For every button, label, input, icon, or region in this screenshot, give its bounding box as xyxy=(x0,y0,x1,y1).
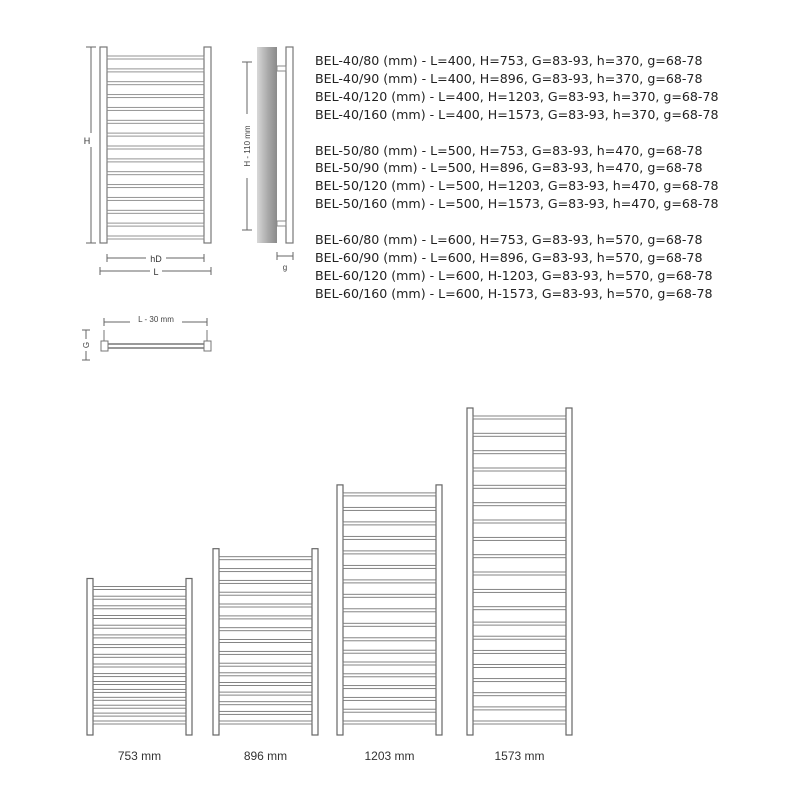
spec-line: BEL-60/120 (mm) - L=600, H-1203, G=83-93, h=570, g=68-78 xyxy=(315,267,713,283)
radiator-rail xyxy=(93,713,186,716)
radiator-rail xyxy=(343,551,436,554)
radiator-rail xyxy=(343,638,436,641)
radiator-rail xyxy=(473,721,566,724)
spec-line: BEL-60/80 (mm) - L=600, H=753, G=83-93, h=570, g=68-78 xyxy=(315,232,703,248)
radiator-rail xyxy=(93,616,186,619)
radiator-1203 xyxy=(337,485,442,763)
radiator-rail xyxy=(343,536,436,539)
radiator-rail xyxy=(473,537,566,540)
radiator-rail xyxy=(473,416,566,419)
front-view-rail xyxy=(107,236,204,239)
spec-line: BEL-50/80 (mm) - L=500, H=753, G=83-93, h=470, g=68-78 xyxy=(315,142,703,158)
radiator-rail xyxy=(93,596,186,599)
spec-line: BEL-50/90 (mm) - L=500, H=896, G=83-93, h=470, g=68-78 xyxy=(315,160,703,176)
radiator-rail xyxy=(219,711,312,714)
radiator-rail xyxy=(343,674,436,677)
radiator-rail xyxy=(219,580,312,583)
front-view-rail xyxy=(107,95,204,98)
radiator-right-post xyxy=(566,408,572,735)
side-view-depth-label: g xyxy=(282,263,288,272)
radiator-rail xyxy=(473,707,566,710)
height-option-label: 1573 mm xyxy=(494,749,545,763)
spec-line: BEL-40/160 (mm) - L=400, H=1573, G=83-93, h=370, g=68-78 xyxy=(315,106,719,122)
radiator-rail xyxy=(343,594,436,597)
radiator-rail xyxy=(473,607,566,610)
radiator-1573 xyxy=(467,408,572,763)
height-option-label: 1203 mm xyxy=(364,749,415,763)
radiator-rail xyxy=(343,609,436,612)
front-view-rail xyxy=(107,172,204,175)
wall-bracket-bottom xyxy=(277,221,286,226)
radiator-753 xyxy=(87,579,192,764)
radiator-rail xyxy=(93,664,186,667)
front-view-rail xyxy=(107,197,204,200)
radiator-rail xyxy=(343,580,436,583)
radiator-rail xyxy=(343,697,436,700)
side-view-post xyxy=(286,47,293,243)
radiator-rail xyxy=(473,665,566,668)
radiator-rail xyxy=(93,645,186,648)
radiator-rail xyxy=(343,650,436,653)
radiator-left-post xyxy=(467,408,473,735)
front-view-rail xyxy=(107,223,204,226)
side-view xyxy=(257,47,293,243)
radiator-right-post xyxy=(312,549,318,735)
front-view-rails xyxy=(107,56,204,239)
radiator-rail xyxy=(219,616,312,619)
radiator-rail xyxy=(343,507,436,510)
side-view-height-label: H - 110 mm xyxy=(243,125,252,167)
radiator-rail xyxy=(219,628,312,631)
radiator-rail xyxy=(343,662,436,665)
radiator-rail xyxy=(343,623,436,626)
radiator-rail xyxy=(93,697,186,700)
top-view xyxy=(101,330,211,351)
radiator-rail xyxy=(473,468,566,471)
radiator-rail xyxy=(473,555,566,558)
front-view-rail xyxy=(107,56,204,59)
radiator-left-post xyxy=(87,579,93,736)
front-view-rail xyxy=(107,82,204,85)
front-view-rail xyxy=(107,120,204,123)
front-view-height-label: H xyxy=(83,136,91,146)
front-view-rail xyxy=(107,146,204,149)
radiator-rail xyxy=(343,709,436,712)
radiator-rail xyxy=(219,569,312,572)
wall-bracket-top xyxy=(277,66,286,71)
spec-list xyxy=(315,52,718,303)
radiator-right-post xyxy=(436,485,442,735)
radiator-rail xyxy=(219,640,312,643)
radiator-rail xyxy=(93,625,186,628)
spec-line: BEL-40/120 (mm) - L=400, H=1203, G=83-93, h=370, g=68-78 xyxy=(315,88,719,104)
radiator-rail xyxy=(219,683,312,686)
height-option-label: 896 mm xyxy=(243,749,288,763)
radiator-rail xyxy=(93,721,186,724)
radiator-rail xyxy=(219,721,312,724)
radiator-rail xyxy=(343,721,436,724)
radiator-rail xyxy=(219,692,312,695)
radiator-rail xyxy=(473,485,566,488)
radiator-rail xyxy=(473,572,566,575)
radiator-left-post xyxy=(337,485,343,735)
radiator-rail xyxy=(93,674,186,677)
spec-line: BEL-60/90 (mm) - L=600, H=896, G=83-93, h=570, g=68-78 xyxy=(315,249,703,265)
radiator-rail xyxy=(473,636,566,639)
radiator-rail xyxy=(343,493,436,496)
radiator-rail xyxy=(473,520,566,523)
radiator-rail xyxy=(93,587,186,590)
front-view-right-post xyxy=(204,47,211,243)
wall-section xyxy=(257,47,277,243)
radiator-rail xyxy=(219,702,312,705)
radiator-rail xyxy=(473,622,566,625)
front-view-rail xyxy=(107,159,204,162)
radiator-rail xyxy=(219,663,312,666)
radiator-rail xyxy=(93,654,186,657)
radiator-rail xyxy=(219,651,312,654)
front-view-rail xyxy=(107,107,204,110)
top-view-depth-label: G xyxy=(82,341,91,349)
front-view-hd-label: hD xyxy=(150,254,162,264)
front-view xyxy=(100,47,211,243)
radiator-rail xyxy=(93,635,186,638)
radiator-rail xyxy=(343,686,436,689)
radiator-rail xyxy=(93,682,186,685)
radiator-rail xyxy=(473,679,566,682)
radiator-left-post xyxy=(213,549,219,735)
spec-line: BEL-60/160 (mm) - L=600, H-1573, G=83-93, h=570, g=68-78 xyxy=(315,285,713,301)
radiator-rail xyxy=(93,705,186,708)
front-view-rail xyxy=(107,210,204,213)
front-view-width-label: L xyxy=(153,267,159,277)
radiator-rail xyxy=(219,673,312,676)
radiator-rail xyxy=(473,589,566,592)
radiator-right-post xyxy=(186,579,192,736)
front-view-rail xyxy=(107,133,204,136)
spec-line: BEL-50/120 (mm) - L=500, H=1203, G=83-93, h=470, g=68-78 xyxy=(315,178,719,194)
radiator-rail xyxy=(219,592,312,595)
radiator-rail xyxy=(473,503,566,506)
front-view-rail xyxy=(107,69,204,72)
radiator-896 xyxy=(213,549,318,763)
radiator-rail xyxy=(473,650,566,653)
top-view-width-label: L - 30 mm xyxy=(138,315,174,324)
front-view-dimensions xyxy=(83,47,211,275)
radiator-rail xyxy=(343,565,436,568)
radiator-rail xyxy=(343,522,436,525)
radiator-rail xyxy=(93,689,186,692)
radiator-rail xyxy=(473,693,566,696)
front-view-left-post xyxy=(100,47,107,243)
height-option-label: 753 mm xyxy=(117,749,162,763)
spec-line: BEL-50/160 (mm) - L=500, H=1573, G=83-93, h=470, g=68-78 xyxy=(315,196,719,212)
front-view-rail xyxy=(107,185,204,188)
radiator-rail xyxy=(473,433,566,436)
radiator-rail xyxy=(219,557,312,560)
radiator-rail xyxy=(219,604,312,607)
spec-line: BEL-40/90 (mm) - L=400, H=896, G=83-93, h=370, g=68-78 xyxy=(315,70,703,86)
radiator-rail xyxy=(473,451,566,454)
radiator-rail xyxy=(93,606,186,609)
spec-line: BEL-40/80 (mm) - L=400, H=753, G=83-93, h=370, g=68-78 xyxy=(315,53,703,68)
height-options xyxy=(87,408,572,763)
